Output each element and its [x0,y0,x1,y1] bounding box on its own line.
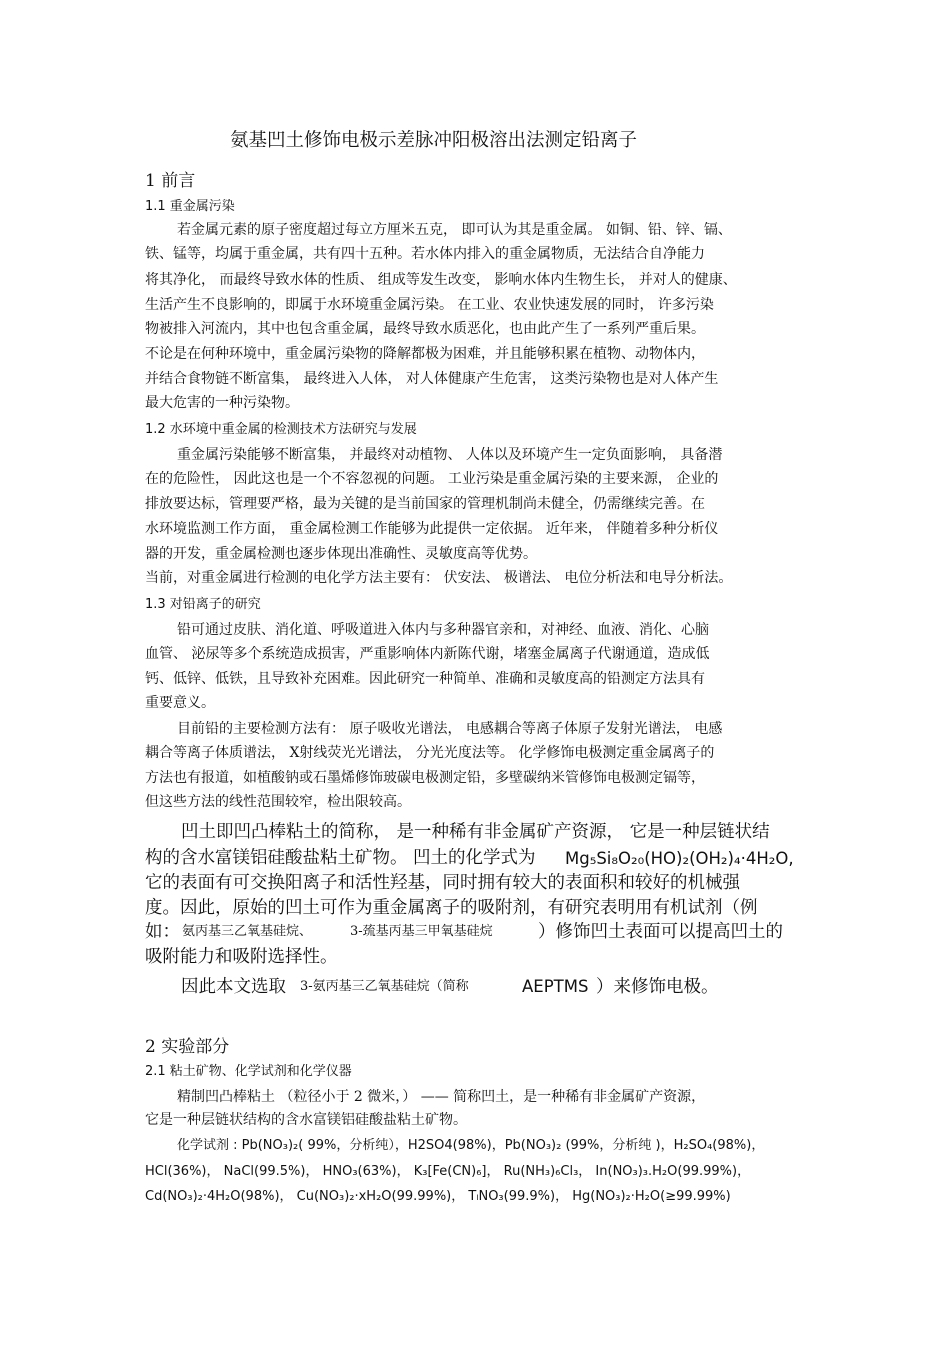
paragraph-line: 物被排入河流内，其中也包含重金属，最终导致水质恶化，也由此产生了一系列严重后果。 [145,321,705,337]
reagent-abbreviation: AEPTMS [522,977,589,996]
paragraph-line: 精制凹凸棒粘土 （粒径小于 2 微米，） —— 简称凹土，是一种稀有非金属矿产资源， [177,1089,706,1105]
paragraph-line: 耦合等离子体质谱法， X射线荧光光谱法， 分光光度法等。 化学修饰电极测定重金属离子的 [145,745,715,761]
paragraph-line: 铁、锰等，均属于重金属，共有四十五种。若水体内排入的重金属物质，无法结合自净能力 [145,246,705,262]
chemical-formula: Mg₅Si₈O₂₀(HO)₂(OH₂)₄·4H₂O, [565,849,794,868]
reagent-name: 3-氨丙基三乙氧基硅烷（简称 [300,979,469,994]
paragraph-line: 在的危险性， 因此这也是一个不容忽视的问题。 工业污染是重金属污染的主要来源， 企业的 [145,471,719,487]
subsection-1-2-heading: 1.2 水环境中重金属的检测技术方法研究与发展 [145,422,417,437]
paragraph-line: 吸附能力和吸附选择性。 [145,947,338,967]
paragraph-line: 水环境监测工作方面， 重金属检测工作能够为此提供一定依据。 近年来， 伴随着多种分析仪 [145,521,719,537]
paragraph-line: ）修饰凹土表面可以提高凹土的 [538,922,783,942]
reagent-name: 氨丙基三乙氧基硅烷、 [182,924,313,939]
paragraph-line: 铅可通过皮肤、消化道、呼吸道进入体内与多种器官亲和，对神经、血液、消化、心脑 [177,622,709,638]
paragraph-line: 当前，对重金属进行检测的电化学方法主要有： 伏安法、 极谱法、 电位分析法和电导分析法。 [145,570,733,586]
chemical-list-line: HCl(36%)， NaCl(99.5%)， HNO₃(63%)， K₃[Fe(CN)₆]， Ru(NH₃)₆Cl₃， In(NO₃)₃.H₂O(99.99%)， [145,1164,751,1179]
paragraph-line: 但这些方法的线性范围较窄，检出限较高。 [145,794,411,810]
paragraph-line: 如： [145,922,180,942]
paragraph-line: 并结合食物链不断富集， 最终进入人体， 对人体健康产生危害， 这类污染物也是对人体产生 [145,371,719,387]
subsection-1-3-heading: 1.3 对铅离子的研究 [145,597,261,612]
paragraph-line: 生活产生不良影响的，即属于水环境重金属污染。 在工业、农业快速发展的同时， 许多污染 [145,297,714,313]
document-title: 氨基凹土修饰电极示差脉冲阳极溶出法测定铅离子 [230,130,638,151]
chemical-list-line: Cd(NO₃)₂·4H₂O(98%)， Cu(NO₃)₂·xH₂O(99.99%)， TₗNO₃(99.9%)， Hg(NO₃)₂·H₂O(≥99.99%) [145,1189,731,1204]
paragraph-line: ）来修饰电极。 [596,977,719,997]
reagent-name: 3-巯基丙基三甲氧基硅烷 [350,924,493,939]
subsection-1-1-heading: 1.1 重金属污染 [145,199,235,214]
subsection-2-1-heading: 2.1 粘土矿物、化学试剂和化学仪器 [145,1064,352,1079]
paragraph-line: 若金属元素的原子密度超过每立方厘米五克， 即可认为其是重金属。 如铜、铅、锌、镉、 [177,222,732,238]
paragraph-line: 重金属污染能够不断富集， 并最终对动植物、 人体以及环境产生一定负面影响， 具备潜 [177,447,723,463]
paragraph-line: 目前铅的主要检测方法有： 原子吸收光谱法， 电感耦合等离子体原子发射光谱法， 电感 [177,721,723,737]
paragraph-line: 因此本文选取 [181,977,286,997]
paragraph-line: 器的开发，重金属检测也逐步体现出准确性、灵敏度高等优势。 [145,546,537,562]
paragraph-line: 钙、低锌、低铁，且导致补充困难。因此研究一种简单、准确和灵敏度高的铅测定方法具有 [145,671,705,687]
paragraph-line: 度。因此，原始的凹土可作为重金属离子的吸附剂，有研究表明用有机试剂（例 [145,898,758,918]
paragraph-line: 最大危害的一种污染物。 [145,395,299,411]
section-1-heading: 1 前言 [145,171,196,191]
paragraph-line: 它是一种层链状结构的含水富镁铝硅酸盐粘土矿物。 [145,1112,467,1128]
paragraph-line: 不论是在何种环境中，重金属污染物的降解都极为困难，并且能够积累在植物、动物体内， [145,346,705,362]
section-2-heading: 2 实验部分 [145,1037,230,1057]
paragraph-line: 凹土即凹凸棒粘土的简称， 是一种稀有非金属矿产资源， 它是一种层链状结 [181,822,770,842]
paragraph-line: 它的表面有可交换阳离子和活性羟基，同时拥有较大的表面积和较好的机械强 [145,873,740,893]
paragraph-line: 构的含水富镁铝硅酸盐粘土矿物。 凹土的化学式为 [145,848,536,868]
chemical-list-line: 化学试剂 : Pb(NO₃)₂( 99%，分析纯），H2SO4(98%)，Pb(NO₃)₂ (99%，分析纯 )，H₂SO₄(98%)， [177,1138,765,1153]
paragraph-line: 方法也有报道，如植酸钠或石墨烯修饰玻碳电极测定铅，多壁碳纳米管修饰电极测定镉等， [145,770,705,786]
paragraph-line: 重要意义。 [145,695,215,711]
paragraph-line: 将其净化， 而最终导致水体的性质、 组成等发生改变， 影响水体内生物生长， 并对人的健康、 [145,272,737,288]
paragraph-line: 排放要达标，管理要严格，最为关键的是当前国家的管理机制尚未健全，仍需继续完善。在 [145,496,705,512]
paragraph-line: 血管、 泌尿等多个系统造成损害，严重影响体内新陈代谢，堵塞金属离子代谢通道，造成低 [145,646,710,662]
